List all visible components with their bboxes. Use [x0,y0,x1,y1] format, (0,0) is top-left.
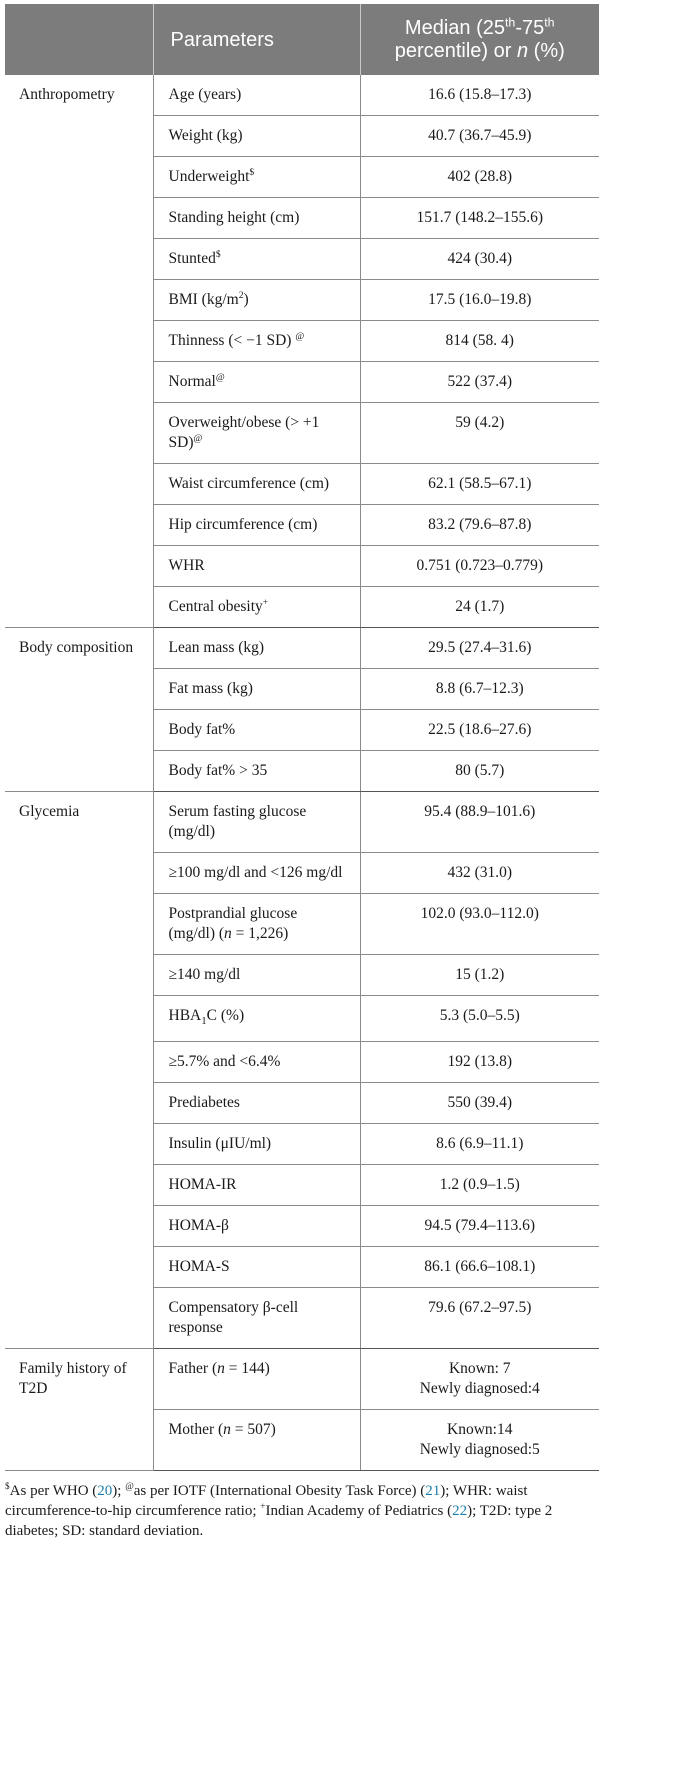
value-cell: Known: 7 Newly diagnosed:4 [360,1349,599,1410]
table-row [5,1349,599,1410]
parameter-cell: Stunted$ [153,239,360,280]
value-cell: 102.0 (93.0–112.0) [360,894,599,955]
table-container [5,4,664,1541]
parameter-cell: $HBA_1C$ (%) [153,996,360,1042]
parameter-cell: Underweight$ [153,157,360,198]
reference-link-22[interactable]: 22 [452,1503,468,1520]
value-cell: 424 (30.4) [360,239,599,280]
parameter-cell: Normal@ [153,362,360,403]
parameter-cell: HOMA-IR [153,1165,360,1206]
value-cell: 16.6 (15.8–17.3) [360,75,599,116]
parameter-cell: Body fat% > 35 [153,751,360,792]
value-cell: 8.8 (6.7–12.3) [360,669,599,710]
value-cell: 5.3 (5.0–5.5) [360,996,599,1042]
value-cell: 15 (1.2) [360,955,599,996]
parameter-cell: ≥140 mg/dl [153,955,360,996]
value-cell: 95.4 (88.9–101.6) [360,792,599,853]
parameter-cell: HOMA-S [153,1247,360,1288]
parameter-cell: Prediabetes [153,1083,360,1124]
table-header [5,4,599,75]
table-body [5,75,599,1471]
value-cell: Known:14 Newly diagnosed:5 [360,1410,599,1471]
value-cell: 402 (28.8) [360,157,599,198]
parameter-cell: ≥5.7% and <6.4% [153,1042,360,1083]
parameter-cell: Compensatory β-cell response [153,1288,360,1349]
value-cell: 24 (1.7) [360,587,599,628]
parameter-cell: BMI $(kg/m^2)$ [153,280,360,321]
parameter-cell: Standing height (cm) [153,198,360,239]
parameter-cell: Age (years) [153,75,360,116]
parameter-cell: Hip circumference (cm) [153,505,360,546]
parameter-cell: Weight (kg) [153,116,360,157]
value-cell: 22.5 (18.6–27.6) [360,710,599,751]
parameter-cell: Serum fasting glucose (mg/dl) [153,792,360,853]
parameter-cell: Insulin (μIU/ml) [153,1124,360,1165]
reference-link-21[interactable]: 21 [425,1483,441,1500]
parameter-cell: HOMA-β [153,1206,360,1247]
value-cell: 83.2 (79.6–87.8) [360,505,599,546]
parameter-cell: Thinness (< −1 SD) @ [153,321,360,362]
parameter-cell: Central obesity+ [153,587,360,628]
value-cell: 192 (13.8) [360,1042,599,1083]
value-cell: 29.5 (27.4–31.6) [360,628,599,669]
value-cell: 1.2 (0.9–1.5) [360,1165,599,1206]
table-row [5,792,599,853]
parameter-cell: Mother (n = 507) [153,1410,360,1471]
parameter-cell: Lean mass (kg) [153,628,360,669]
parameter-cell: Father (n = 144) [153,1349,360,1410]
parameter-cell: Postprandial glucose (mg/dl) (n = 1,226) [153,894,360,955]
header-parameters: Parameters [153,4,360,75]
value-cell: 432 (31.0) [360,853,599,894]
value-cell: 79.6 (67.2–97.5) [360,1288,599,1349]
value-cell: 17.5 (16.0–19.8) [360,280,599,321]
value-cell: 814 (58. 4) [360,321,599,362]
parameter-cell: Waist circumference (cm) [153,464,360,505]
parameter-cell: Overweight/obese (> +1 SD)@ [153,403,360,464]
value-cell: 522 (37.4) [360,362,599,403]
header-empty [5,4,153,75]
data-table [5,4,599,1471]
value-cell: 8.6 (6.9–11.1) [360,1124,599,1165]
value-cell: 0.751 (0.723–0.779) [360,546,599,587]
category-cell: Glycemia [5,792,153,1349]
parameter-cell: Body fat% [153,710,360,751]
value-cell: 550 (39.4) [360,1083,599,1124]
parameter-cell: Fat mass (kg) [153,669,360,710]
value-cell: 59 (4.2) [360,403,599,464]
value-cell: 62.1 (58.5–67.1) [360,464,599,505]
parameter-cell: ≥100 mg/dl and <126 mg/dl [153,853,360,894]
parameter-cell: WHR [153,546,360,587]
header-median: Median (25th-75th percentile) or n (%) [360,4,599,75]
category-cell: Anthropometry [5,75,153,628]
value-cell: 94.5 (79.4–113.6) [360,1206,599,1247]
value-cell: 40.7 (36.7–45.9) [360,116,599,157]
category-cell: Body composition [5,628,153,792]
table-row [5,628,599,669]
reference-link-20[interactable]: 20 [97,1483,113,1500]
table-footnote: $As per WHO (20); @as per IOTF (International Obesity Task Force) (21); WHR: waist circumference-to-hip circumference ratio; +Indian Academy of Pediatrics (22); T2D: type 2 diabetes; SD: standard deviation. [5,1482,553,1540]
category-cell: Family history of T2D [5,1349,153,1471]
value-cell: 80 (5.7) [360,751,599,792]
value-cell: 151.7 (148.2–155.6) [360,198,599,239]
table-row [5,75,599,116]
value-cell: 86.1 (66.6–108.1) [360,1247,599,1288]
